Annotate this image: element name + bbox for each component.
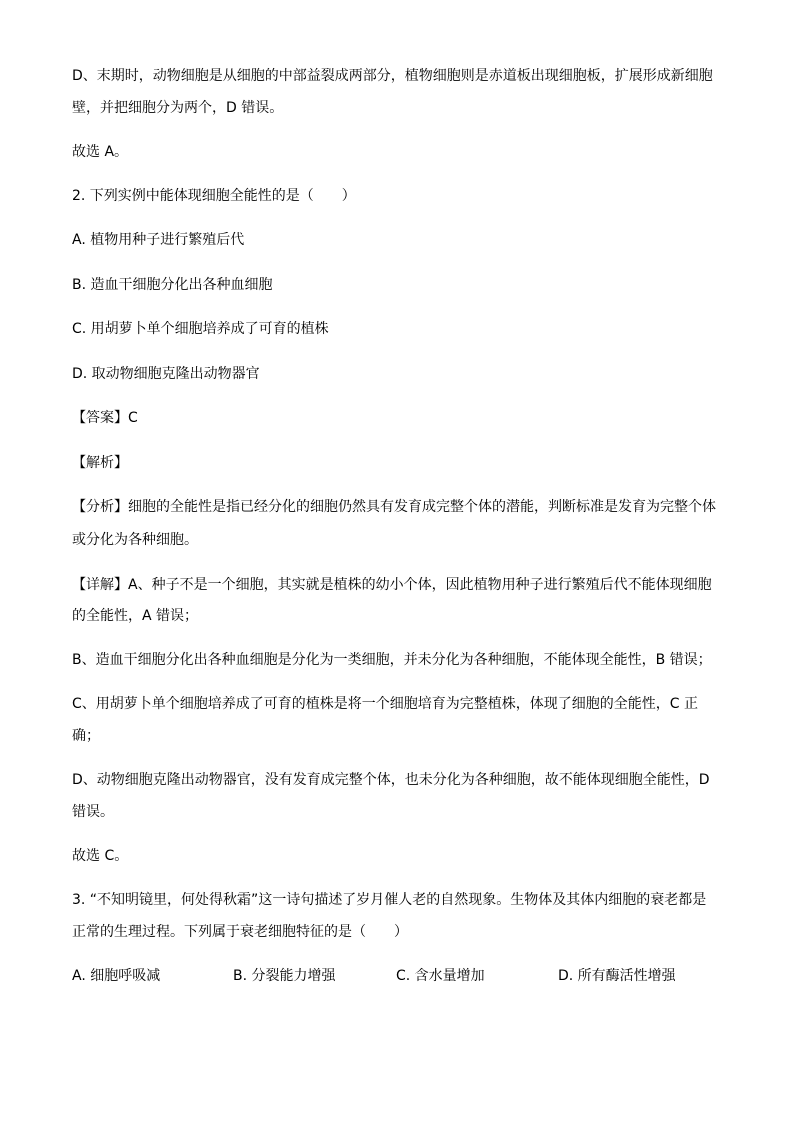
detail-c-line2: 确；	[72, 728, 100, 744]
question-2-option-a: A. 植物用种子进行繁殖后代	[72, 232, 245, 248]
question-3-option-b: B. 分裂能力增强	[233, 968, 336, 984]
detail-a-line1: 【详解】A、种子不是一个细胞，其实就是植株的幼小个体，因此植物用种子进行繁殖后代不能体现细胞	[72, 577, 712, 593]
detail-d-line1: D、动物细胞克隆出动物器官，没有发育成完整个体，也未分化为各种细胞，故不能体现细胞全能性，D	[72, 772, 710, 788]
question-3-stem-line1: 3. “不知明镜里，何处得秋霜”这一诗句描述了岁月催人老的自然现象。生物体及其体内细胞的衰老都是	[72, 892, 707, 908]
question-3-option-c: C. 含水量增加	[396, 968, 485, 984]
question-2-stem: 2. 下列实例中能体现细胞全能性的是（ ）	[72, 188, 356, 204]
question-2-option-b: B. 造血干细胞分化出各种血细胞	[72, 277, 273, 293]
question-2-option-d: D. 取动物细胞克隆出动物器官	[72, 366, 260, 382]
question-3-options	[72, 966, 732, 986]
prev-option-d-line2: 壁，并把细胞分为两个，D 错误。	[72, 100, 284, 116]
question-3-stem-line2: 正常的生理过程。下列属于衰老细胞特征的是（ ）	[72, 924, 408, 940]
detail-d-line2: 错误。	[72, 804, 114, 820]
prev-conclusion: 故选 A。	[72, 144, 129, 160]
detail-b: B、造血干细胞分化出各种血细胞是分化为一类细胞，并未分化为各种细胞，不能体现全能性，B 错误；	[72, 652, 712, 668]
analysis-line2: 或分化为各种细胞。	[72, 532, 198, 548]
question-2-analysis-title: 【解析】	[72, 455, 128, 471]
prev-option-d-line1: D、末期时，动物细胞是从细胞的中部益裂成两部分，植物细胞则是赤道板出现细胞板，扩展形成新细胞	[72, 68, 713, 84]
question-2-conclusion: 故选 C。	[72, 848, 129, 864]
question-3-option-d: D. 所有酶活性增强	[558, 968, 676, 984]
detail-c-line1: C、用胡萝卜单个细胞培养成了可育的植株是将一个细胞培育为完整植株，体现了细胞的全能性，C 正	[72, 696, 698, 712]
question-3-option-a: A. 细胞呼吸减	[72, 968, 161, 984]
question-2-answer: 【答案】C	[72, 410, 138, 426]
question-2-option-c: C. 用胡萝卜单个细胞培养成了可育的植株	[72, 321, 329, 337]
detail-a-line2: 的全能性，A 错误；	[72, 608, 199, 624]
analysis-line1: 【分析】细胞的全能性是指已经分化的细胞仍然具有发育成完整个体的潜能，判断标准是发育为完整个体	[72, 499, 716, 515]
